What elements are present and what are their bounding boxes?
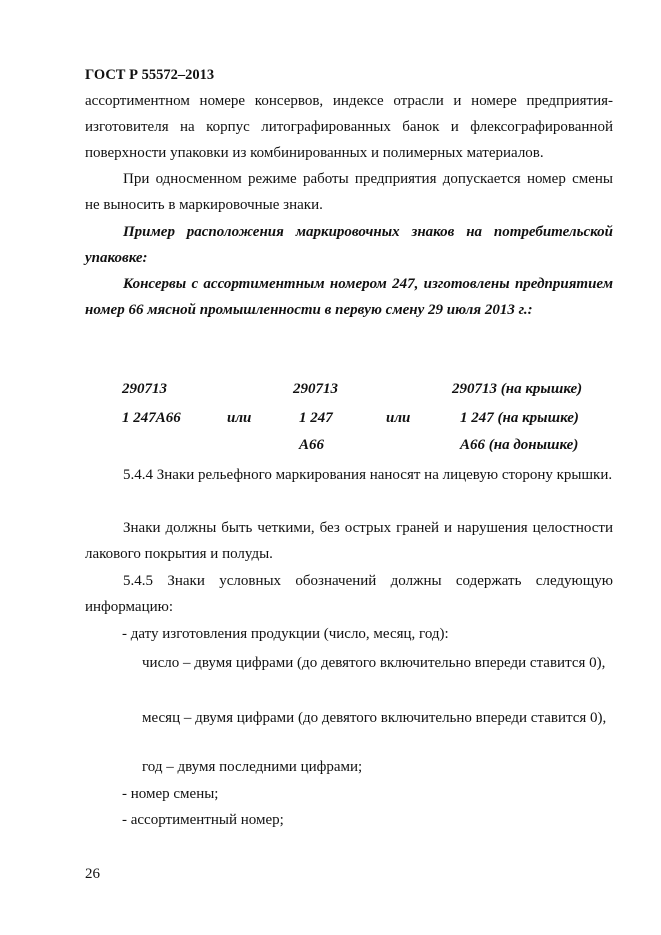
paragraph-5-4-4: 5.4.4 Знаки рельефного маркирования наносят на лицевую сторону крышки. xyxy=(123,467,613,483)
example-col3-row2: 1 247 (на крышке) xyxy=(460,410,579,426)
list-item-year: год – двумя последними цифрами; xyxy=(142,759,363,775)
page-number: 26 xyxy=(85,866,100,882)
paragraph-continuation: ассортиментном номере консервов, индексе отрасли и номере предприятия-изготовителя на корпус литографированных банок и флексографированной поверхности упаковки из комбинированных и полимерных материалов. xyxy=(85,93,613,161)
list-item-assortment: - ассортиментный номер; xyxy=(122,812,284,828)
list-item-shift: - номер смены; xyxy=(122,786,219,802)
example-col1-row1: 290713 xyxy=(122,381,167,397)
example-col2-row2: 1 247 xyxy=(299,410,333,426)
paragraph-single-shift: При односменном режиме работы предприятия допускается номер смены не выносить в маркировочные знаки. xyxy=(85,171,613,213)
example-col3-row1: 290713 (на крышке) xyxy=(452,381,583,397)
example-col2-row3: А66 xyxy=(299,437,325,453)
example-col2-row1: 290713 xyxy=(293,381,338,397)
example-col1-row2: 1 247А66 xyxy=(122,410,181,426)
example-title: Пример расположения маркировочных знаков на потребительской упаковке: xyxy=(85,224,613,266)
example-description: Консервы с ассортиментным номером 247, изготовлены предприятием номер 66 мясной промышленности в первую смену 29 июля 2013 г.: xyxy=(85,276,613,318)
paragraph-clarity: Знаки должны быть четкими, без острых граней и нарушения целостности лакового покрытия и полуды. xyxy=(85,520,613,562)
example-col3-row3: А66 (на донышке) xyxy=(460,437,579,453)
list-item-month: месяц – двумя цифрами (до девятого включительно впереди ставится 0), xyxy=(142,710,607,726)
example-or-1: или xyxy=(227,410,252,426)
list-item-date: - дату изготовления продукции (число, месяц, год): xyxy=(122,626,449,642)
document-header: ГОСТ Р 55572–2013 xyxy=(85,67,215,83)
list-item-day: число – двумя цифрами (до девятого включительно впереди ставится 0), xyxy=(142,655,606,671)
paragraph-5-4-5: 5.4.5 Знаки условных обозначений должны содержать следующую информацию: xyxy=(85,573,613,615)
example-or-2: или xyxy=(386,410,411,426)
